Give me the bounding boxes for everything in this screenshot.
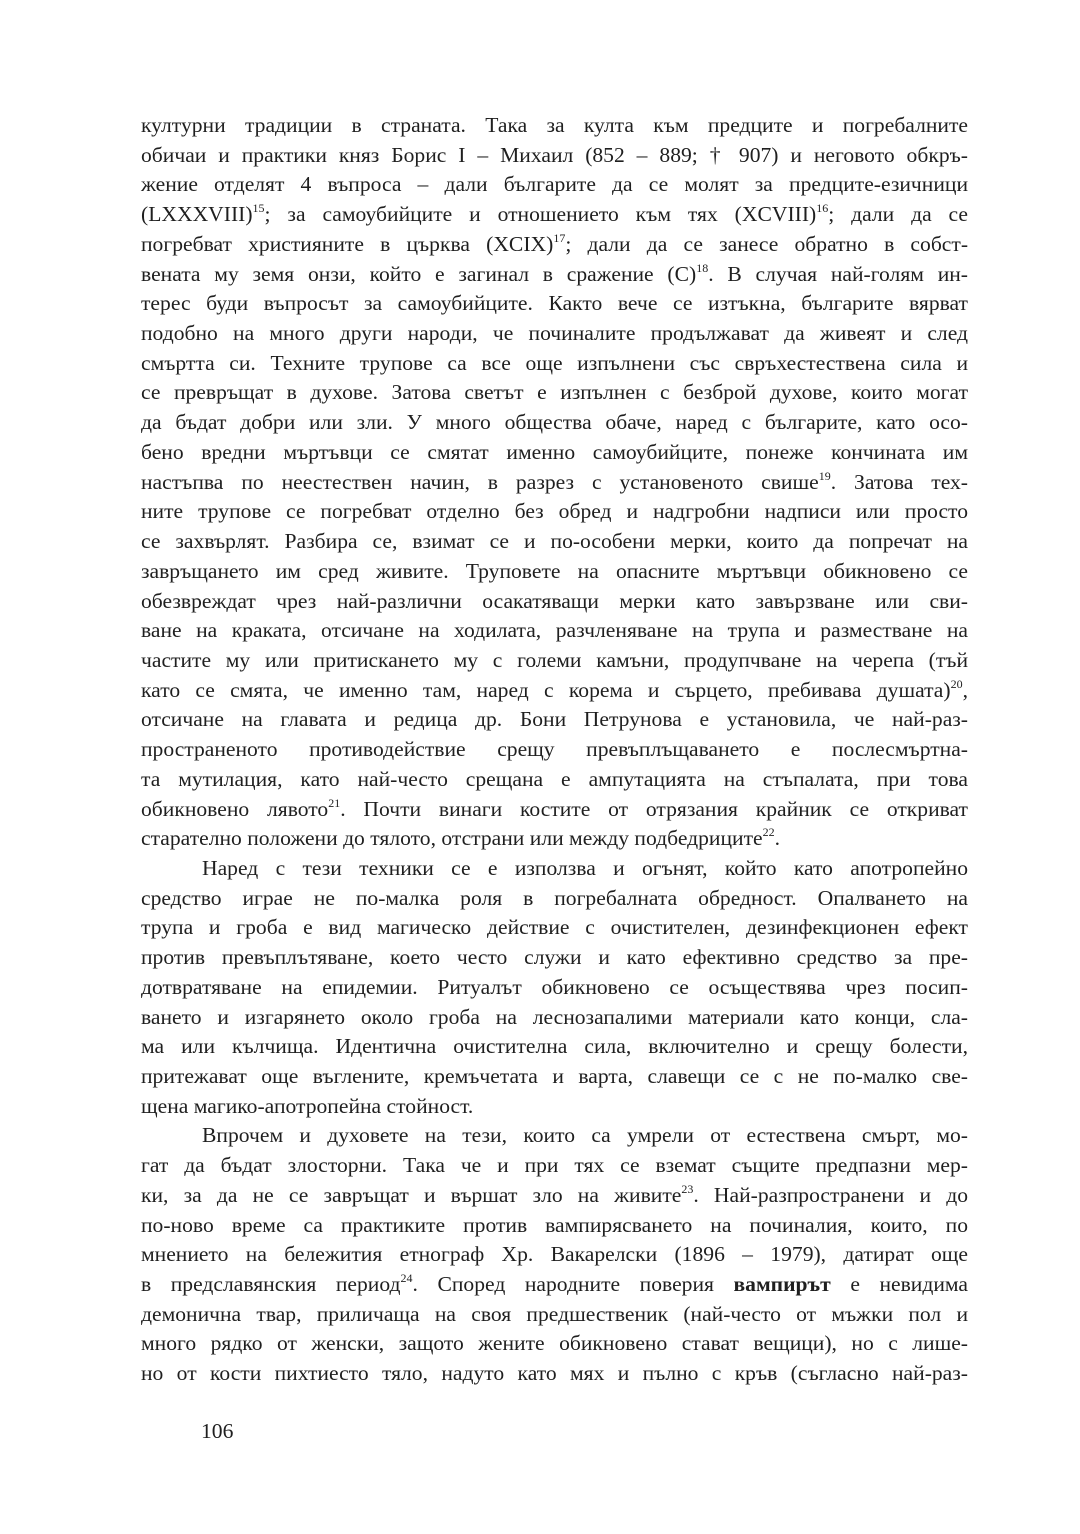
text-line — [141, 943, 968, 973]
text-line — [141, 289, 968, 319]
text-segment: частите му или притискането му с големи камъни, продупчване на черепа (тъй — [141, 647, 968, 672]
text-line — [141, 349, 968, 379]
text-line — [141, 913, 968, 943]
text-segment: но от кости пихтиесто тяло, надуто като мях и пълно с кръв (съгласно най-раз- — [141, 1361, 968, 1386]
footnote-ref: 15 — [252, 201, 265, 216]
text-line — [141, 1270, 968, 1300]
text-segment: старателно положени до тялото, отстрани или между подбедриците — [141, 826, 763, 851]
text-segment: . В случая най-голям ин- — [708, 261, 968, 286]
text-segment: . Най-разпространени и до — [693, 1182, 968, 1207]
text-line — [141, 1211, 968, 1241]
text-line — [141, 230, 968, 260]
text-segment: дотвратяване на епидемии. Ритуалът обикновено се осъществява чрез посип- — [141, 974, 968, 999]
text-segment: против превъплътяване, което често служи и като ефективно средство за пре- — [141, 945, 968, 970]
text-segment: подобно на много други народи, че починалите продължават да живеят и след — [141, 321, 968, 346]
text-line — [141, 1092, 968, 1122]
text-segment: в предславянския период — [141, 1272, 401, 1297]
text-segment: пространеното противодействие срещу превъплъщаването е послесмъртна- — [141, 737, 968, 762]
text-line — [141, 1300, 968, 1330]
footnote-ref: 19 — [818, 468, 831, 483]
text-line — [141, 884, 968, 914]
text-line — [141, 319, 968, 349]
text-segment: обичаи и практики княз Борис І – Михаил (852 – 889; † 907) и неговото обкръ- — [141, 142, 968, 167]
text-segment: (LXXXVIII) — [141, 202, 253, 227]
text-segment: . Затова тех- — [830, 469, 968, 494]
text-segment: ки, за да не се завръщат и вършат зло на живите — [141, 1182, 682, 1207]
text-segment: притежават още въглените, кремъчетата и варта, славещи се с не по-малко све- — [141, 1064, 968, 1088]
text-segment: по-ново време са практиките против вампирясването на починалия, които, по — [141, 1212, 968, 1237]
text-segment: отсичане на главата и редица др. Бони Петрунова е установила, че най-раз- — [141, 707, 968, 732]
text-line — [141, 408, 968, 438]
footnote-ref: 17 — [553, 230, 566, 245]
text-segment: трупа и гроба е вид магическо действие с очистителен, дезинфекционен ефект — [141, 915, 968, 940]
text-segment: Впрочем и духовете на тези, които са умрели от естествена смърт, мо- — [202, 1123, 968, 1148]
footnote-ref: 22 — [762, 825, 775, 840]
text-segment: . Според народните поверия — [412, 1272, 734, 1297]
text-segment: завръщането им сред живите. Труповете на опасните мъртъвци обикновено се — [141, 558, 968, 583]
text-line — [141, 438, 968, 468]
text-segment: ; дали да се занесе обратно в собст- — [565, 231, 969, 256]
text-line — [141, 973, 968, 1003]
text-segment: бено вредни мъртъвци се смятат именно самоубийците, понеже кончината им — [141, 439, 968, 464]
text-segment: . — [774, 826, 780, 851]
text-line — [141, 1121, 968, 1151]
text-line — [141, 616, 968, 646]
text-segment: е невидима — [830, 1272, 968, 1297]
text-line — [141, 824, 968, 854]
text-line — [141, 468, 968, 498]
text-line — [141, 646, 968, 676]
footnote-ref: 21 — [328, 795, 341, 810]
text-segment: ; за самоубийците и отношението към тях (XCVIII) — [264, 202, 817, 227]
text-line — [141, 1151, 968, 1181]
text-segment: да бъдат добри или зли. У много общества обаче, наред с българите, като осо- — [141, 410, 968, 435]
text-segment: щена магико-апотропейна стойност. — [141, 1093, 474, 1118]
text-line — [141, 795, 968, 825]
page-number: 106 — [201, 1419, 234, 1443]
text-line — [141, 1032, 968, 1062]
text-line — [141, 1329, 968, 1359]
text-line — [141, 1181, 968, 1211]
footnote-ref: 20 — [950, 676, 963, 691]
text-line — [141, 705, 968, 735]
text-segment: . Почти винаги костите от отрязания крайник се откриват — [340, 796, 968, 821]
text-line — [141, 735, 968, 765]
footnote-ref: 16 — [816, 201, 829, 216]
text-segment: терес буди въпросът за самоубийците. Както вече се изтъкна, българите вярват — [141, 291, 968, 316]
text-line — [141, 200, 968, 230]
text-segment: вената му земя онзи, който е загинал в сражение (C) — [141, 261, 697, 286]
body-text — [141, 111, 968, 1389]
text-segment: ; дали да се — [828, 202, 968, 227]
text-line — [141, 497, 968, 527]
text-segment: , — [962, 677, 968, 702]
text-line — [141, 854, 968, 884]
text-segment: ма или кълчища. Идентична очистителна сила, включително и срещу болести, — [141, 1034, 968, 1059]
text-segment: та мутилация, като най-често срещана е ампутацията на стъпалата, при това — [141, 766, 968, 791]
text-line — [141, 587, 968, 617]
text-line — [141, 260, 968, 290]
text-segment: жение отделят 4 въпроса – дали българите да се молят за предците-езичници — [141, 172, 968, 197]
text-segment: обикновено лявото — [141, 796, 329, 821]
text-line — [141, 557, 968, 587]
text-segment: Наред с тези техники се е използва и огънят, който като апотропейно — [202, 855, 968, 880]
text-line — [141, 527, 968, 557]
text-segment: като се смята, че именно там, наред с корема и сърцето, пребивава душата) — [141, 677, 951, 702]
text-line — [141, 1359, 968, 1389]
footnote-ref: 23 — [681, 1181, 694, 1196]
footnote-ref: 24 — [400, 1271, 413, 1286]
text-segment: се превръщат в духове. Затова светът е изпълнен с безброй духове, които могат — [141, 380, 968, 405]
text-segment: погребват християните в църква (XCIX) — [141, 231, 554, 256]
text-segment: мнението на бележития етнограф Хр. Вакарелски (1896 – 1979), датират още — [141, 1242, 968, 1267]
text-segment: гат да бъдат злосторни. Така че и при тях се вземат същите предпазни мер- — [141, 1153, 968, 1178]
text-line — [141, 1003, 968, 1033]
text-line — [141, 111, 968, 141]
text-segment: много рядко от женски, защото жените обикновено стават вещици), но с лише- — [141, 1331, 968, 1356]
text-line — [141, 170, 968, 200]
text-segment: средство играе не по-малка роля в погребалната обредност. Опалването на — [141, 885, 968, 910]
text-segment: се захвърлят. Разбира се, взимат се и по-особени мерки, които да попречат на — [141, 529, 968, 554]
footnote-ref: 18 — [696, 260, 709, 275]
text-segment: ните трупове се погребват отделно без обред и надгробни надписи или просто — [141, 499, 968, 524]
text-line — [141, 1062, 968, 1092]
text-line — [141, 765, 968, 795]
text-line — [141, 1240, 968, 1270]
text-segment: настъпва по неестествен начин, в разрез с установеното свише — [141, 469, 819, 494]
text-line — [141, 141, 968, 171]
bold-term: вампирът — [733, 1272, 831, 1297]
text-segment: ването и изгарянето около гроба на леснозапалими материали като конци, сла- — [141, 1004, 968, 1029]
text-line — [141, 676, 968, 706]
text-segment: смъртта си. Техните трупове са все още изпълнени със свръхестествена сила и — [141, 350, 968, 375]
text-segment: културни традиции в страната. Така за култа към предците и погребалните — [141, 113, 968, 137]
text-segment: демонична твар, приличаща на своя предшественик (най-често от мъжки пол и — [141, 1301, 968, 1326]
text-segment: обезвреждат чрез най-различни осакатяващи мерки като завързване или сви- — [141, 588, 968, 613]
text-line — [141, 378, 968, 408]
text-segment: ване на краката, отсичане на ходилата, разчленяване на трупа и разместване на — [141, 618, 968, 643]
